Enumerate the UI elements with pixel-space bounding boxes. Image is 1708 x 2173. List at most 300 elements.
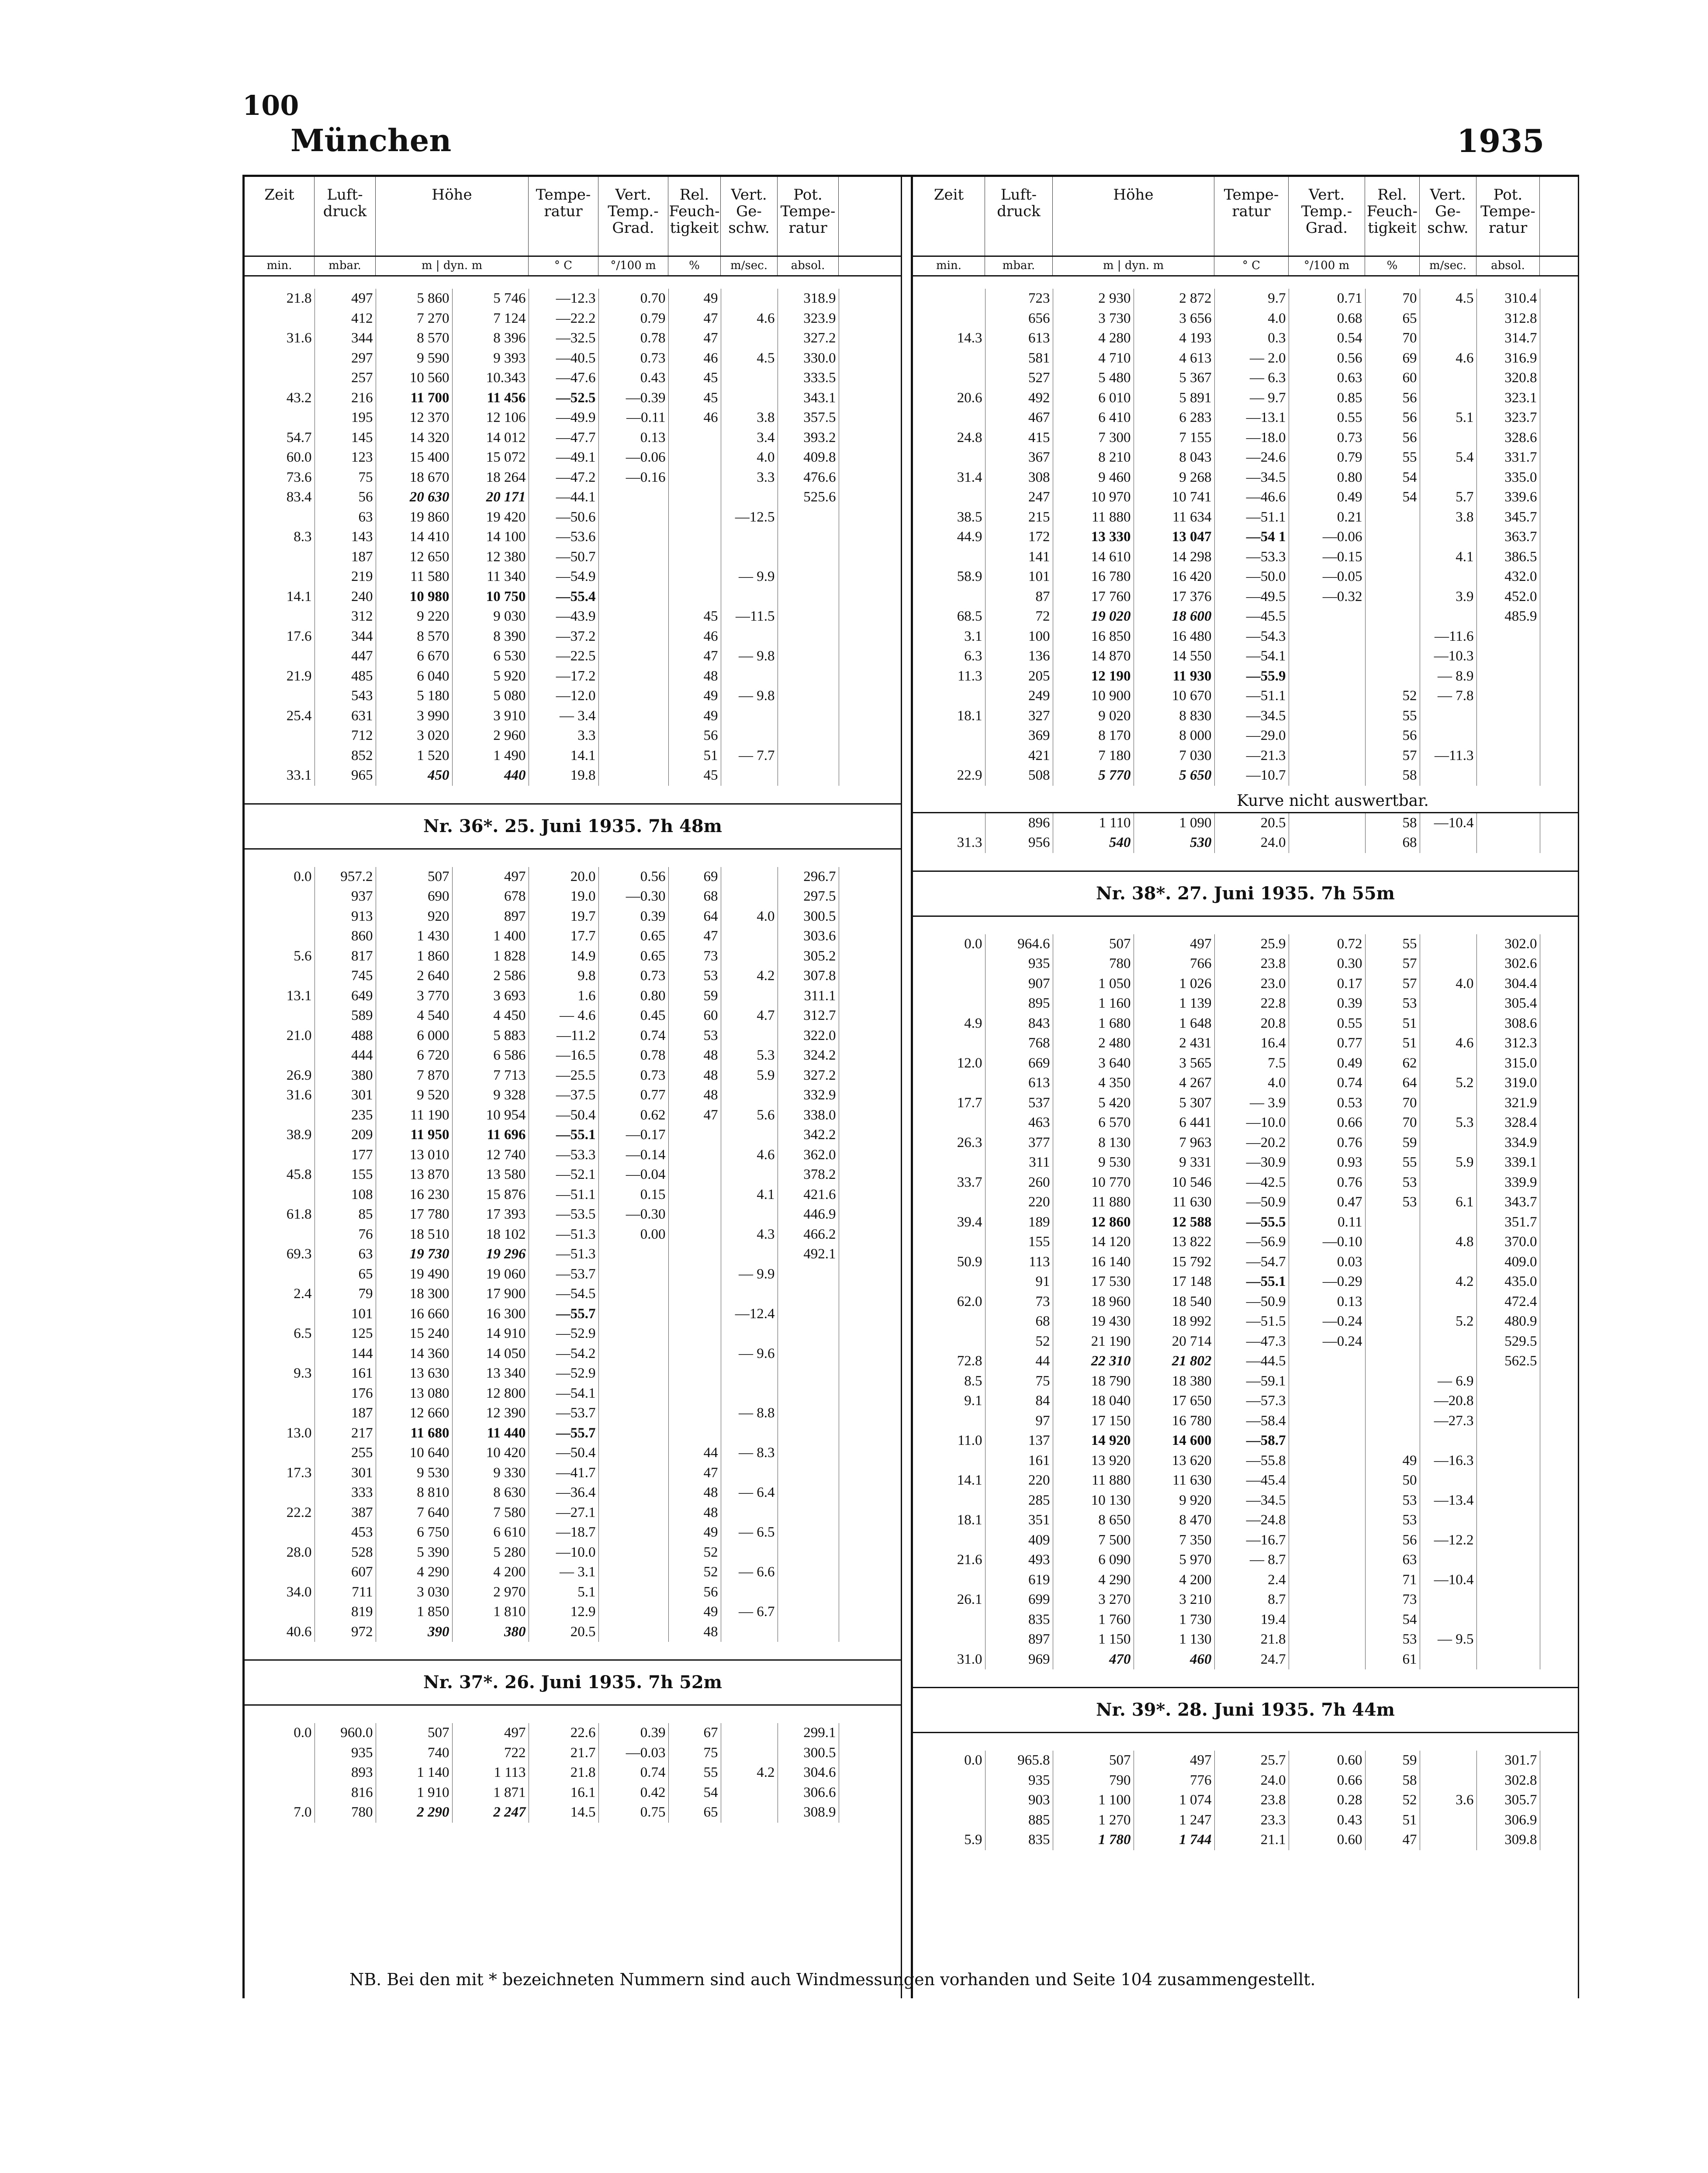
table-cell: 10 750	[452, 587, 529, 607]
table-row	[913, 813, 1540, 833]
table-row	[913, 1014, 1540, 1034]
table-cell: 6 750	[376, 1523, 452, 1543]
table-cell	[721, 1582, 778, 1603]
table-cell	[598, 1324, 668, 1344]
table-cell: —0.03	[598, 1743, 668, 1763]
table-row	[245, 1543, 839, 1563]
table-cell: 357.5	[778, 408, 839, 428]
table-cell	[913, 1192, 985, 1213]
table-cell: 965	[315, 766, 376, 786]
table-cell: 61	[1365, 1650, 1420, 1670]
table-cell: 38.5	[913, 508, 985, 528]
table-row	[913, 1272, 1540, 1292]
table-cell: 7.0	[245, 1803, 315, 1823]
table-cell: 14.9	[529, 947, 598, 967]
table-cell: —0.04	[598, 1165, 668, 1185]
table-cell: 0.60	[1289, 1830, 1365, 1850]
table-cell: 300.5	[778, 1743, 839, 1763]
table-cell: 304.6	[778, 1763, 839, 1783]
table-cell: 3.4	[721, 428, 778, 448]
table-cell: —50.4	[529, 1443, 598, 1463]
table-cell: 4 710	[1053, 349, 1134, 369]
table-row	[245, 1066, 839, 1086]
table-cell	[1476, 1431, 1540, 1451]
table-cell: 11 456	[452, 388, 529, 408]
table-row	[245, 1046, 839, 1066]
table-cell: —10.3	[1420, 646, 1476, 667]
table-row	[245, 1783, 839, 1803]
table-cell: 18 264	[452, 468, 529, 488]
table-row	[245, 907, 839, 927]
table-cell	[721, 1543, 778, 1563]
table-cell: 0.42	[598, 1783, 668, 1803]
table-cell: 897	[452, 907, 529, 927]
table-cell: —50.6	[529, 508, 598, 528]
table-cell: 301.7	[1476, 1751, 1540, 1771]
left-block1	[245, 289, 901, 786]
table-cell: 297	[315, 349, 376, 369]
table-cell: 20 171	[452, 487, 529, 508]
table-cell: 23.8	[1214, 1790, 1289, 1810]
table-cell	[721, 1743, 778, 1763]
table-cell	[598, 547, 668, 567]
table-row	[913, 309, 1540, 329]
table-cell: 161	[985, 1451, 1053, 1471]
table-cell	[913, 1810, 985, 1831]
table-cell: —30.9	[1214, 1153, 1289, 1173]
table-cell: 38.9	[245, 1125, 315, 1145]
table-cell: —0.17	[598, 1125, 668, 1145]
table-cell: —55.7	[529, 1423, 598, 1444]
table-cell: 113	[985, 1252, 1053, 1272]
table-cell: 61.8	[245, 1205, 315, 1225]
table-row	[913, 954, 1540, 974]
table-cell	[913, 1073, 985, 1093]
table-cell	[1420, 309, 1476, 329]
unit-grad: °/100 m	[598, 257, 668, 275]
table-cell: 6 610	[452, 1523, 529, 1543]
table-cell: 328.4	[1476, 1113, 1540, 1133]
table-cell: 17 780	[376, 1205, 452, 1225]
table-cell	[913, 547, 985, 567]
table-cell: 1 090	[1134, 813, 1214, 833]
table-cell: 525.6	[778, 487, 839, 508]
table-cell	[1289, 1630, 1365, 1650]
table-cell: 8 630	[452, 1483, 529, 1503]
table-cell: 70	[1365, 328, 1420, 349]
table-cell	[1476, 1630, 1540, 1650]
table-cell: 60	[1365, 368, 1420, 388]
table-cell: 3 030	[376, 1582, 452, 1603]
table-cell: 342.2	[778, 1125, 839, 1145]
table-row	[245, 328, 839, 349]
table-cell	[778, 1423, 839, 1444]
table-cell: 187	[315, 547, 376, 567]
table-cell: 5 891	[1134, 388, 1214, 408]
table-cell: 1 100	[1053, 1790, 1134, 1810]
table-cell: — 8.9	[1420, 667, 1476, 687]
table-cell	[721, 867, 778, 887]
table-row	[913, 766, 1540, 786]
table-cell: 0.79	[598, 309, 668, 329]
table-cell: 51	[1365, 1014, 1420, 1034]
table-cell	[1420, 1550, 1476, 1570]
table-cell: 835	[985, 1830, 1053, 1850]
table-cell: 13 340	[452, 1364, 529, 1384]
table-cell: 51	[1365, 1033, 1420, 1054]
table-cell: 333	[315, 1483, 376, 1503]
table-cell	[245, 368, 315, 388]
table-cell: 305.4	[1476, 994, 1540, 1014]
table-cell: 0.60	[1289, 1751, 1365, 1771]
table-cell: 1 910	[376, 1783, 452, 1803]
table-cell: 11 580	[376, 567, 452, 587]
table-cell	[1420, 833, 1476, 853]
table-cell: 0.62	[598, 1106, 668, 1126]
table-cell: 485.9	[1476, 607, 1540, 627]
table-cell: 24.7	[1214, 1650, 1289, 1670]
table-cell	[778, 527, 839, 547]
table-cell: 21.6	[913, 1550, 985, 1570]
table-cell: 13 920	[1053, 1451, 1134, 1471]
table-cell: 327.2	[778, 1066, 839, 1086]
table-cell: 920	[376, 907, 452, 927]
table-cell	[1420, 1751, 1476, 1771]
table-cell	[1289, 1451, 1365, 1471]
table-cell	[1476, 627, 1540, 647]
table-cell: — 2.0	[1214, 349, 1289, 369]
table-cell: 16 140	[1053, 1252, 1134, 1272]
table-cell: —11.6	[1420, 627, 1476, 647]
table-cell: 44.9	[913, 527, 985, 547]
table-cell: 331.7	[1476, 448, 1540, 468]
table-cell: —54 1	[1214, 527, 1289, 547]
table-cell: 55	[1365, 1153, 1420, 1173]
right-block1	[913, 289, 1578, 786]
table-cell	[1476, 1471, 1540, 1491]
table-cell: 1 160	[1053, 994, 1134, 1014]
table-cell: 7 270	[376, 309, 452, 329]
table-cell: 497	[1134, 1751, 1214, 1771]
table-cell: 53	[1365, 1173, 1420, 1193]
table-cell: 529.5	[1476, 1332, 1540, 1352]
table-cell	[1476, 726, 1540, 746]
table-row	[245, 1723, 839, 1743]
table-cell: 4.0	[1420, 974, 1476, 994]
table-cell: 11 696	[452, 1125, 529, 1145]
table-cell: 540	[1053, 833, 1134, 853]
table-cell	[1476, 1510, 1540, 1530]
table-cell: —55.7	[529, 1304, 598, 1324]
table-cell	[245, 1384, 315, 1404]
table-cell: 19.0	[529, 887, 598, 907]
table-cell: 13 630	[376, 1364, 452, 1384]
table-cell	[778, 1304, 839, 1324]
table-row	[913, 1451, 1540, 1471]
table-cell: 780	[315, 1803, 376, 1823]
table-cell: 0.76	[1289, 1173, 1365, 1193]
table-cell: 4.2	[721, 966, 778, 986]
table-cell	[1476, 1391, 1540, 1411]
table-cell: —54.9	[529, 567, 598, 587]
table-cell: 320.8	[1476, 368, 1540, 388]
table-cell	[721, 887, 778, 907]
table-cell: 6 530	[452, 646, 529, 667]
table-cell: 3 020	[376, 726, 452, 746]
table-cell: 0.39	[598, 907, 668, 927]
table-cell: 70	[1365, 1093, 1420, 1113]
table-cell: 15 400	[376, 448, 452, 468]
table-cell	[245, 1783, 315, 1803]
table-cell: 5 367	[1134, 368, 1214, 388]
table-cell: 13.1	[245, 986, 315, 1006]
table-cell	[1365, 1232, 1420, 1252]
table-cell: 4.0	[721, 448, 778, 468]
table-cell: 3 730	[1053, 309, 1134, 329]
table-cell: 12.9	[529, 1602, 598, 1622]
table-cell: —0.30	[598, 1205, 668, 1225]
table-cell: 101	[985, 567, 1053, 587]
table-row	[913, 1411, 1540, 1431]
table-cell	[1289, 1530, 1365, 1551]
table-cell: —51.3	[529, 1225, 598, 1245]
table-cell	[1420, 1093, 1476, 1113]
table-cell: 58	[1365, 1771, 1420, 1791]
table-cell: — 7.8	[1420, 686, 1476, 706]
table-cell: 240	[315, 587, 376, 607]
table-cell: 85	[315, 1205, 376, 1225]
table-cell: 18 992	[1134, 1312, 1214, 1332]
table-cell: 377	[985, 1133, 1053, 1153]
table-cell	[1476, 1590, 1540, 1610]
table-cell: 960.0	[315, 1723, 376, 1743]
table-cell	[721, 986, 778, 1006]
table-row	[245, 448, 839, 468]
table-cell: 1 247	[1134, 1810, 1214, 1831]
ascent-table	[913, 934, 1540, 1670]
table-cell: 10 130	[1053, 1491, 1134, 1511]
table-cell: 72.8	[913, 1351, 985, 1372]
table-cell: 65	[315, 1264, 376, 1285]
table-cell: 7 713	[452, 1066, 529, 1086]
table-cell	[721, 706, 778, 726]
table-cell: 21.9	[245, 667, 315, 687]
table-cell: 6.3	[913, 646, 985, 667]
table-cell: —51.5	[1214, 1312, 1289, 1332]
table-cell	[778, 1324, 839, 1344]
table-cell: 0.65	[598, 947, 668, 967]
right-block3	[913, 1751, 1578, 1850]
table-cell: 302.6	[1476, 954, 1540, 974]
table-cell: — 6.7	[721, 1602, 778, 1622]
table-cell: 3.3	[529, 726, 598, 746]
table-cell: 0.30	[1289, 954, 1365, 974]
table-cell	[778, 508, 839, 528]
table-cell	[598, 686, 668, 706]
table-cell	[1365, 1272, 1420, 1292]
table-cell: 59	[1365, 1133, 1420, 1153]
table-cell: 79	[315, 1284, 376, 1304]
table-cell	[1420, 468, 1476, 488]
table-cell: 4.9	[913, 1014, 985, 1034]
table-cell	[598, 1602, 668, 1622]
table-cell	[1365, 646, 1420, 667]
table-row	[913, 388, 1540, 408]
table-cell: —0.32	[1289, 587, 1365, 607]
table-row	[245, 567, 839, 587]
table-cell: —41.7	[529, 1463, 598, 1483]
table-cell: 260	[985, 1173, 1053, 1193]
table-cell: 10 900	[1053, 686, 1134, 706]
table-cell	[598, 627, 668, 647]
table-cell: 0.28	[1289, 1790, 1365, 1810]
table-cell: 22.2	[245, 1503, 315, 1523]
table-row	[245, 1503, 839, 1523]
table-cell	[1420, 1471, 1476, 1491]
table-cell: 387	[315, 1503, 376, 1523]
table-cell: 18 510	[376, 1225, 452, 1245]
table-cell	[668, 508, 721, 528]
table-cell: 2 480	[1053, 1033, 1134, 1054]
table-cell: 307.8	[778, 966, 839, 986]
table-cell: 3 656	[1134, 309, 1214, 329]
table-cell: 300.5	[778, 907, 839, 927]
table-cell: 299.1	[778, 1723, 839, 1743]
table-cell	[778, 627, 839, 647]
table-row	[913, 1491, 1540, 1511]
table-cell	[245, 1523, 315, 1543]
table-cell: —0.24	[1289, 1332, 1365, 1352]
table-cell: —37.2	[529, 627, 598, 647]
table-cell: 47	[668, 646, 721, 667]
table-cell: 3.1	[913, 627, 985, 647]
table-row	[245, 408, 839, 428]
table-cell: 1 744	[1134, 1830, 1214, 1850]
table-cell: 136	[985, 646, 1053, 667]
table-cell: 5.9	[721, 1066, 778, 1086]
table-cell: 11 190	[376, 1106, 452, 1126]
table-cell: 935	[315, 1743, 376, 1763]
table-cell	[1365, 1411, 1420, 1431]
table-cell	[721, 1085, 778, 1106]
table-cell: 319.0	[1476, 1073, 1540, 1093]
hdr-luftdruck: Luft-druck	[985, 177, 1053, 256]
table-cell: 23.0	[1214, 974, 1289, 994]
table-cell: 70	[1365, 289, 1420, 309]
table-cell	[1365, 1351, 1420, 1372]
table-cell	[1365, 627, 1420, 647]
table-cell	[913, 1312, 985, 1332]
table-cell: —13.4	[1420, 1491, 1476, 1511]
table-cell: 528	[315, 1543, 376, 1563]
table-cell: 48	[668, 667, 721, 687]
table-cell: 492.1	[778, 1244, 839, 1264]
table-cell	[778, 1384, 839, 1404]
table-cell: — 4.6	[529, 1006, 598, 1026]
table-cell: —47.6	[529, 368, 598, 388]
table-cell: 46	[668, 349, 721, 369]
table-cell: 10 420	[452, 1443, 529, 1463]
unit-min: min.	[245, 257, 315, 275]
table-cell: —34.5	[1214, 706, 1289, 726]
table-cell	[1420, 607, 1476, 627]
ascent-table	[913, 1751, 1540, 1850]
table-cell: 22.8	[1214, 994, 1289, 1014]
table-cell: —47.3	[1214, 1332, 1289, 1352]
table-cell: — 6.9	[1420, 1372, 1476, 1392]
right-column	[911, 177, 1579, 1998]
table-cell	[913, 1790, 985, 1810]
hdr-vert-geschw: Vert. Ge-schw.	[721, 177, 778, 256]
table-cell: 6 670	[376, 646, 452, 667]
table-cell: —50.4	[529, 1106, 598, 1126]
table-cell: 12 190	[1053, 667, 1134, 687]
table-cell: 0.55	[1289, 408, 1365, 428]
table-cell	[778, 1264, 839, 1285]
table-cell: 54	[1365, 1610, 1420, 1630]
unit-c: ° C	[1214, 257, 1289, 275]
table-row	[913, 833, 1540, 853]
unit-absol: absol.	[1476, 257, 1540, 275]
table-cell	[913, 309, 985, 329]
table-cell: 47	[1365, 1830, 1420, 1850]
table-cell: 13 080	[376, 1384, 452, 1404]
table-cell: 4 450	[452, 1006, 529, 1026]
table-cell: 11 880	[1053, 1471, 1134, 1491]
table-row	[913, 1570, 1540, 1590]
table-cell: 14.3	[913, 328, 985, 349]
table-cell: —44.1	[529, 487, 598, 508]
table-cell: —11.2	[529, 1026, 598, 1046]
table-cell: 13 870	[376, 1165, 452, 1185]
table-cell	[1289, 627, 1365, 647]
table-cell: 543	[315, 686, 376, 706]
table-cell: 9 268	[1134, 468, 1214, 488]
table-cell	[1420, 527, 1476, 547]
table-cell	[668, 567, 721, 587]
table-row	[913, 1610, 1540, 1630]
table-cell: —0.16	[598, 468, 668, 488]
table-cell	[721, 1783, 778, 1803]
table-cell	[913, 487, 985, 508]
table-cell: 1 130	[1134, 1630, 1214, 1650]
table-cell: —11.5	[721, 607, 778, 627]
table-cell: 835	[985, 1610, 1053, 1630]
table-cell: —0.06	[598, 448, 668, 468]
table-cell: 5.4	[1420, 448, 1476, 468]
table-cell	[778, 646, 839, 667]
table-cell	[913, 1530, 985, 1551]
table-cell: 303.6	[778, 926, 839, 947]
table-cell: 8.5	[913, 1372, 985, 1392]
table-cell: —54.1	[529, 1384, 598, 1404]
table-cell	[1365, 527, 1420, 547]
table-cell	[245, 1006, 315, 1026]
table-cell	[721, 1364, 778, 1384]
table-cell	[245, 1602, 315, 1622]
table-cell: 75	[668, 1743, 721, 1763]
table-cell: 68.5	[913, 607, 985, 627]
table-cell	[245, 1483, 315, 1503]
table-cell: 1 270	[1053, 1810, 1134, 1831]
table-cell: 409.8	[778, 448, 839, 468]
hdr-temperatur: Tempe-ratur	[529, 177, 598, 256]
table-row	[913, 1550, 1540, 1570]
table-cell: — 8.7	[1214, 1550, 1289, 1570]
table-cell: 1 648	[1134, 1014, 1214, 1034]
table-cell: 4.6	[721, 1145, 778, 1165]
table-cell: —54.3	[1214, 627, 1289, 647]
